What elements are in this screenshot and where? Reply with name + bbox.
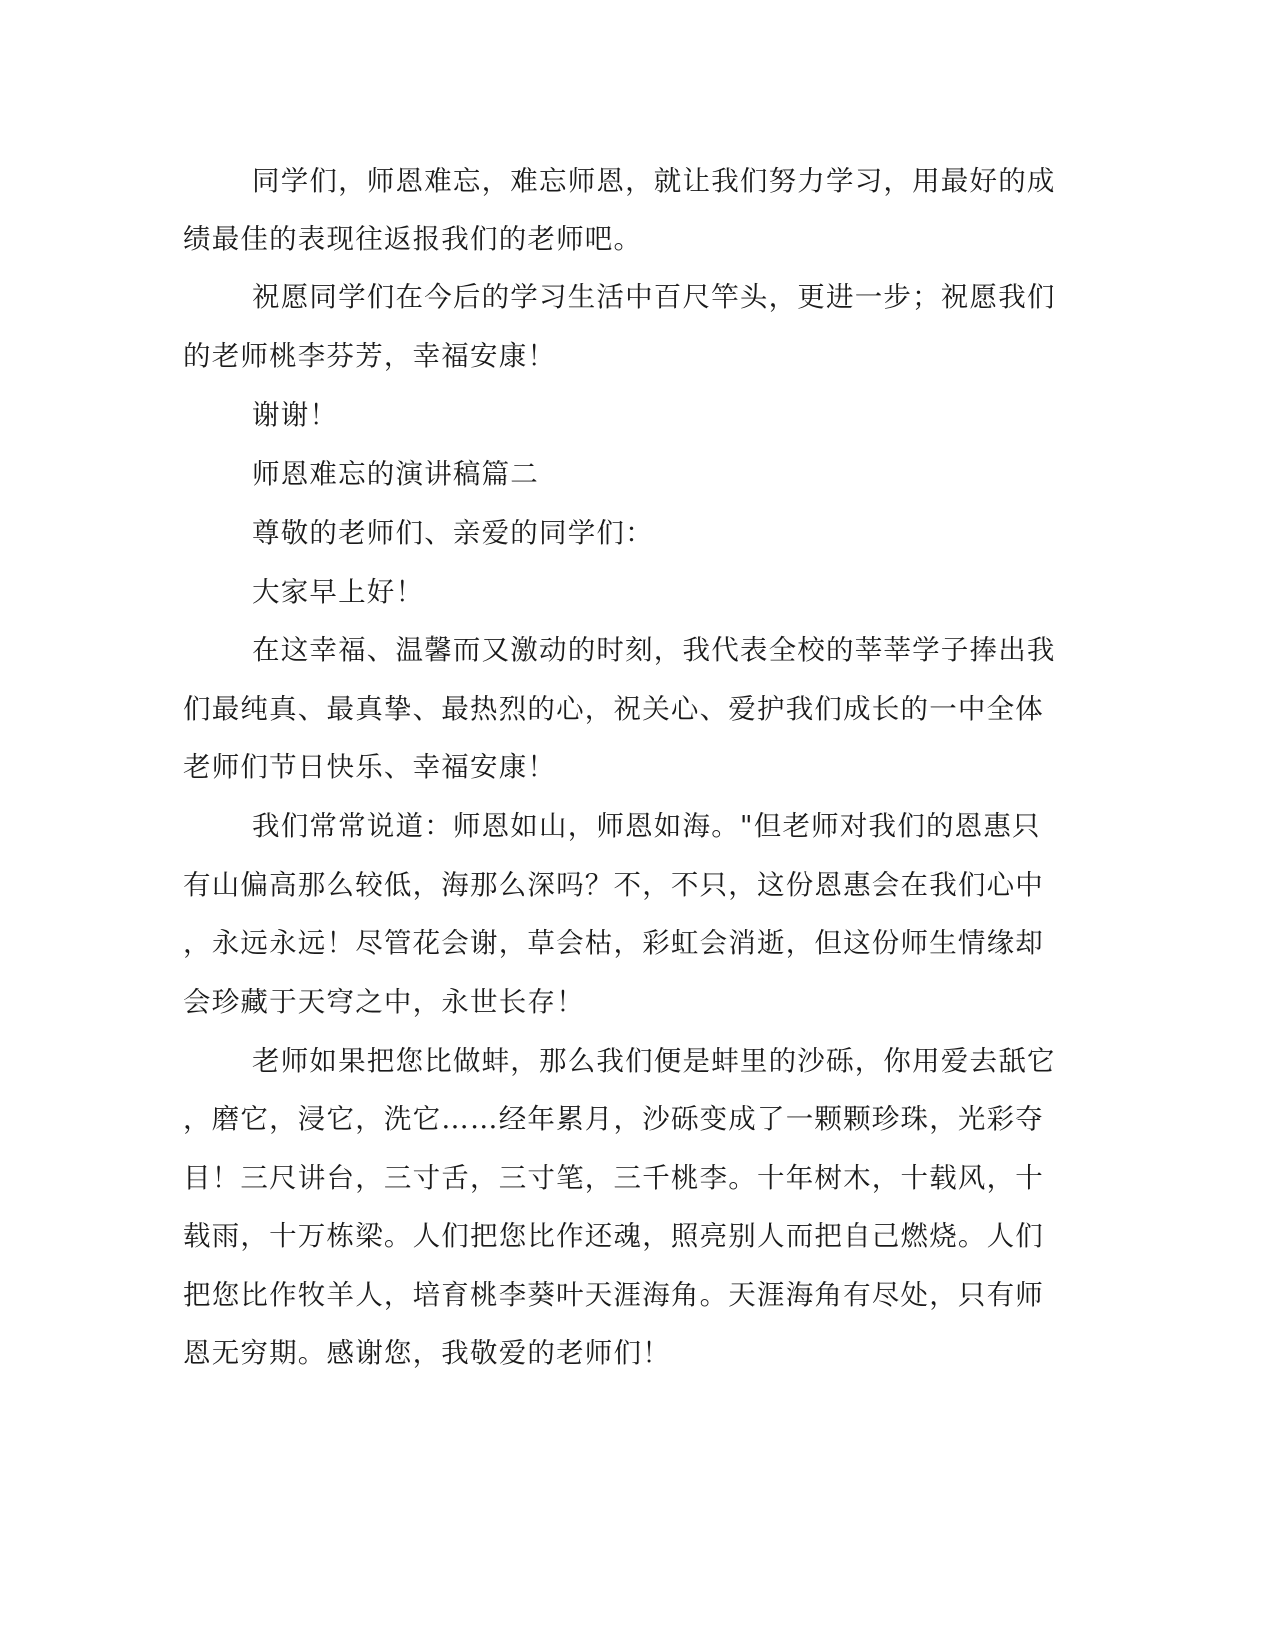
paragraph-line: 我们常常说道：师恩如山，师恩如海。"但老师对我们的恩惠只	[252, 810, 1041, 842]
paragraph-line: 同学们，师恩难忘，难忘师恩，就让我们努力学习，用最好的成	[252, 165, 1056, 197]
closing-thanks: 谢谢！	[252, 399, 339, 431]
paragraph-line: 恩无穷期。感谢您，我敬爱的老师们！	[183, 1337, 671, 1369]
paragraph-line: 们最纯真、最真挚、最热烈的心，祝关心、爱护我们成长的一中全体	[183, 693, 1044, 725]
paragraph-line: 会珍藏于天穹之中，永世长存！	[183, 986, 585, 1018]
paragraph-line: ，永远永远！尽管花会谢，草会枯，彩虹会消逝，但这份师生情缘却	[183, 927, 1044, 959]
paragraph-line: 祝愿同学们在今后的学习生活中百尺竿头，更进一步；祝愿我们	[252, 281, 1056, 313]
salutation: 尊敬的老师们、亲爱的同学们：	[252, 517, 654, 549]
paragraph-line: 把您比作牧羊人，培育桃李葵叶天涯海角。天涯海角有尽处，只有师	[183, 1279, 1044, 1311]
paragraph-line: 绩最佳的表现往返报我们的老师吧。	[183, 223, 643, 255]
paragraph-line: 载雨，十万栋梁。人们把您比作还魂，照亮别人而把自己燃烧。人们	[183, 1220, 1044, 1252]
paragraph-line: 有山偏高那么较低，海那么深吗？不，不只，这份恩惠会在我们心中	[183, 869, 1044, 901]
paragraph-line: 的老师桃李芬芳，幸福安康！	[183, 340, 557, 372]
paragraph-line: 老师们节日快乐、幸福安康！	[183, 751, 557, 783]
section-heading: 师恩难忘的演讲稿篇二	[252, 458, 539, 490]
paragraph-line: 在这幸福、温馨而又激动的时刻，我代表全校的莘莘学子捧出我	[252, 634, 1056, 666]
paragraph-line: 老师如果把您比做蚌，那么我们便是蚌里的沙砾，你用爱去舐它	[252, 1045, 1056, 1077]
greeting: 大家早上好！	[252, 576, 425, 608]
paragraph-line: ，磨它，浸它，洗它……经年累月，沙砾变成了一颗颗珍珠，光彩夺	[183, 1103, 1044, 1135]
paragraph-line: 目！三尺讲台，三寸舌，三寸笔，三千桃李。十年树木，十载风，十	[183, 1162, 1044, 1194]
